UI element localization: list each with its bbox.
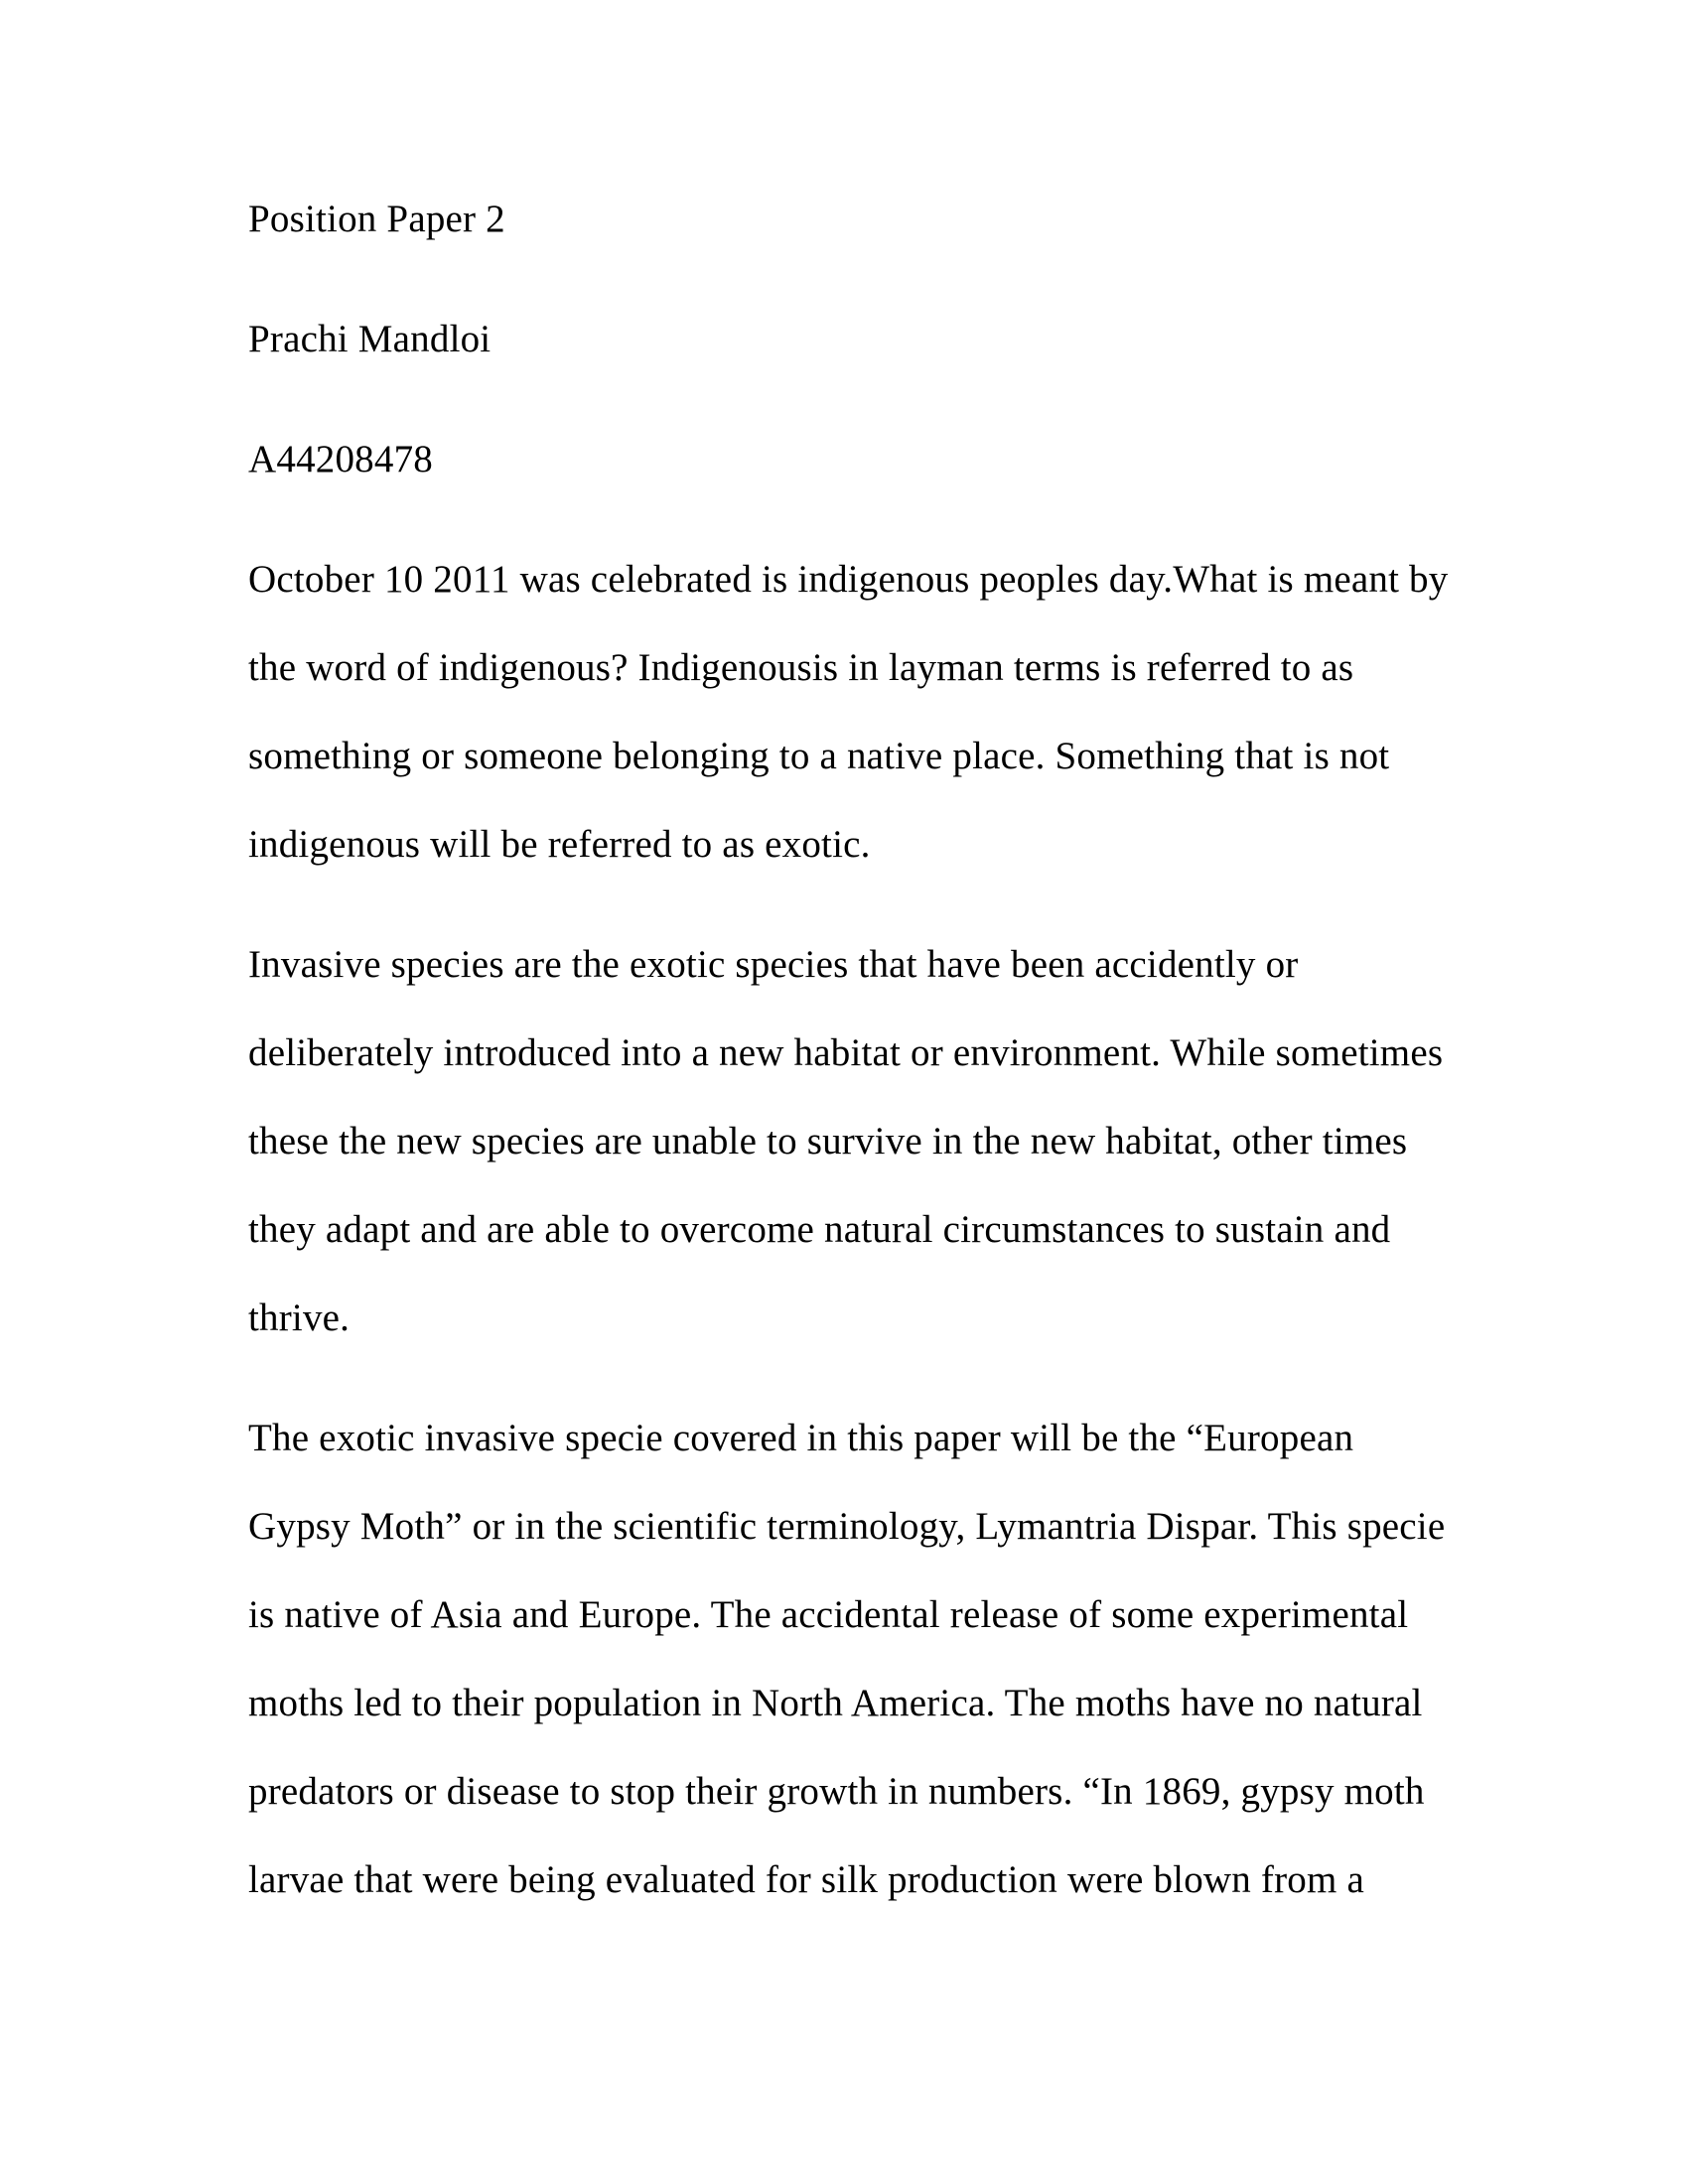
- paper-title: Position Paper 2: [248, 198, 505, 240]
- student-id-block: [248, 415, 1445, 503]
- text-line: is native of Asia and Europe. The accidental release of some experimental: [248, 1593, 1409, 1636]
- text-line: The exotic invasive specie covered in this paper will be the “European: [248, 1417, 1354, 1459]
- text-line: Gypsy Moth” or in the scientific terminology, Lymantria Dispar. This specie: [248, 1505, 1446, 1548]
- text-line: something or someone belonging to a native place. Something that is not: [248, 735, 1390, 777]
- author-block: [248, 295, 1445, 383]
- paragraph-1: [248, 535, 1449, 888]
- paragraph-2: [248, 920, 1445, 1362]
- text-line: deliberately introduced into a new habitat or environment. While sometimes: [248, 1031, 1444, 1074]
- text-line: predators or disease to stop their growth in numbers. “In 1869, gypsy moth: [248, 1770, 1425, 1813]
- text-line: thrive.: [248, 1297, 351, 1339]
- text-line: they adapt and are able to overcome natural circumstances to sustain and: [248, 1208, 1391, 1251]
- text-line: moths led to their population in North America. The moths have no natural: [248, 1682, 1423, 1724]
- document-content: [248, 175, 1449, 1956]
- text-line: the word of indigenous? Indigenousis in layman terms is referred to as: [248, 646, 1354, 689]
- text-line: larvae that were being evaluated for silk production were blown from a: [248, 1858, 1364, 1901]
- text-line: October 10 2011 was celebrated is indigenous peoples day.What is meant by: [248, 558, 1449, 601]
- text-line: indigenous will be referred to as exotic.: [248, 823, 871, 866]
- text-line: Invasive species are the exotic species that have been accidently or: [248, 943, 1299, 986]
- paragraph-3: [248, 1394, 1445, 1924]
- paper-title-block: [248, 175, 1445, 263]
- author-name: Prachi Mandloi: [248, 318, 492, 360]
- text-line: these the new species are unable to survive in the new habitat, other times: [248, 1120, 1408, 1162]
- student-id: A44208478: [248, 438, 433, 480]
